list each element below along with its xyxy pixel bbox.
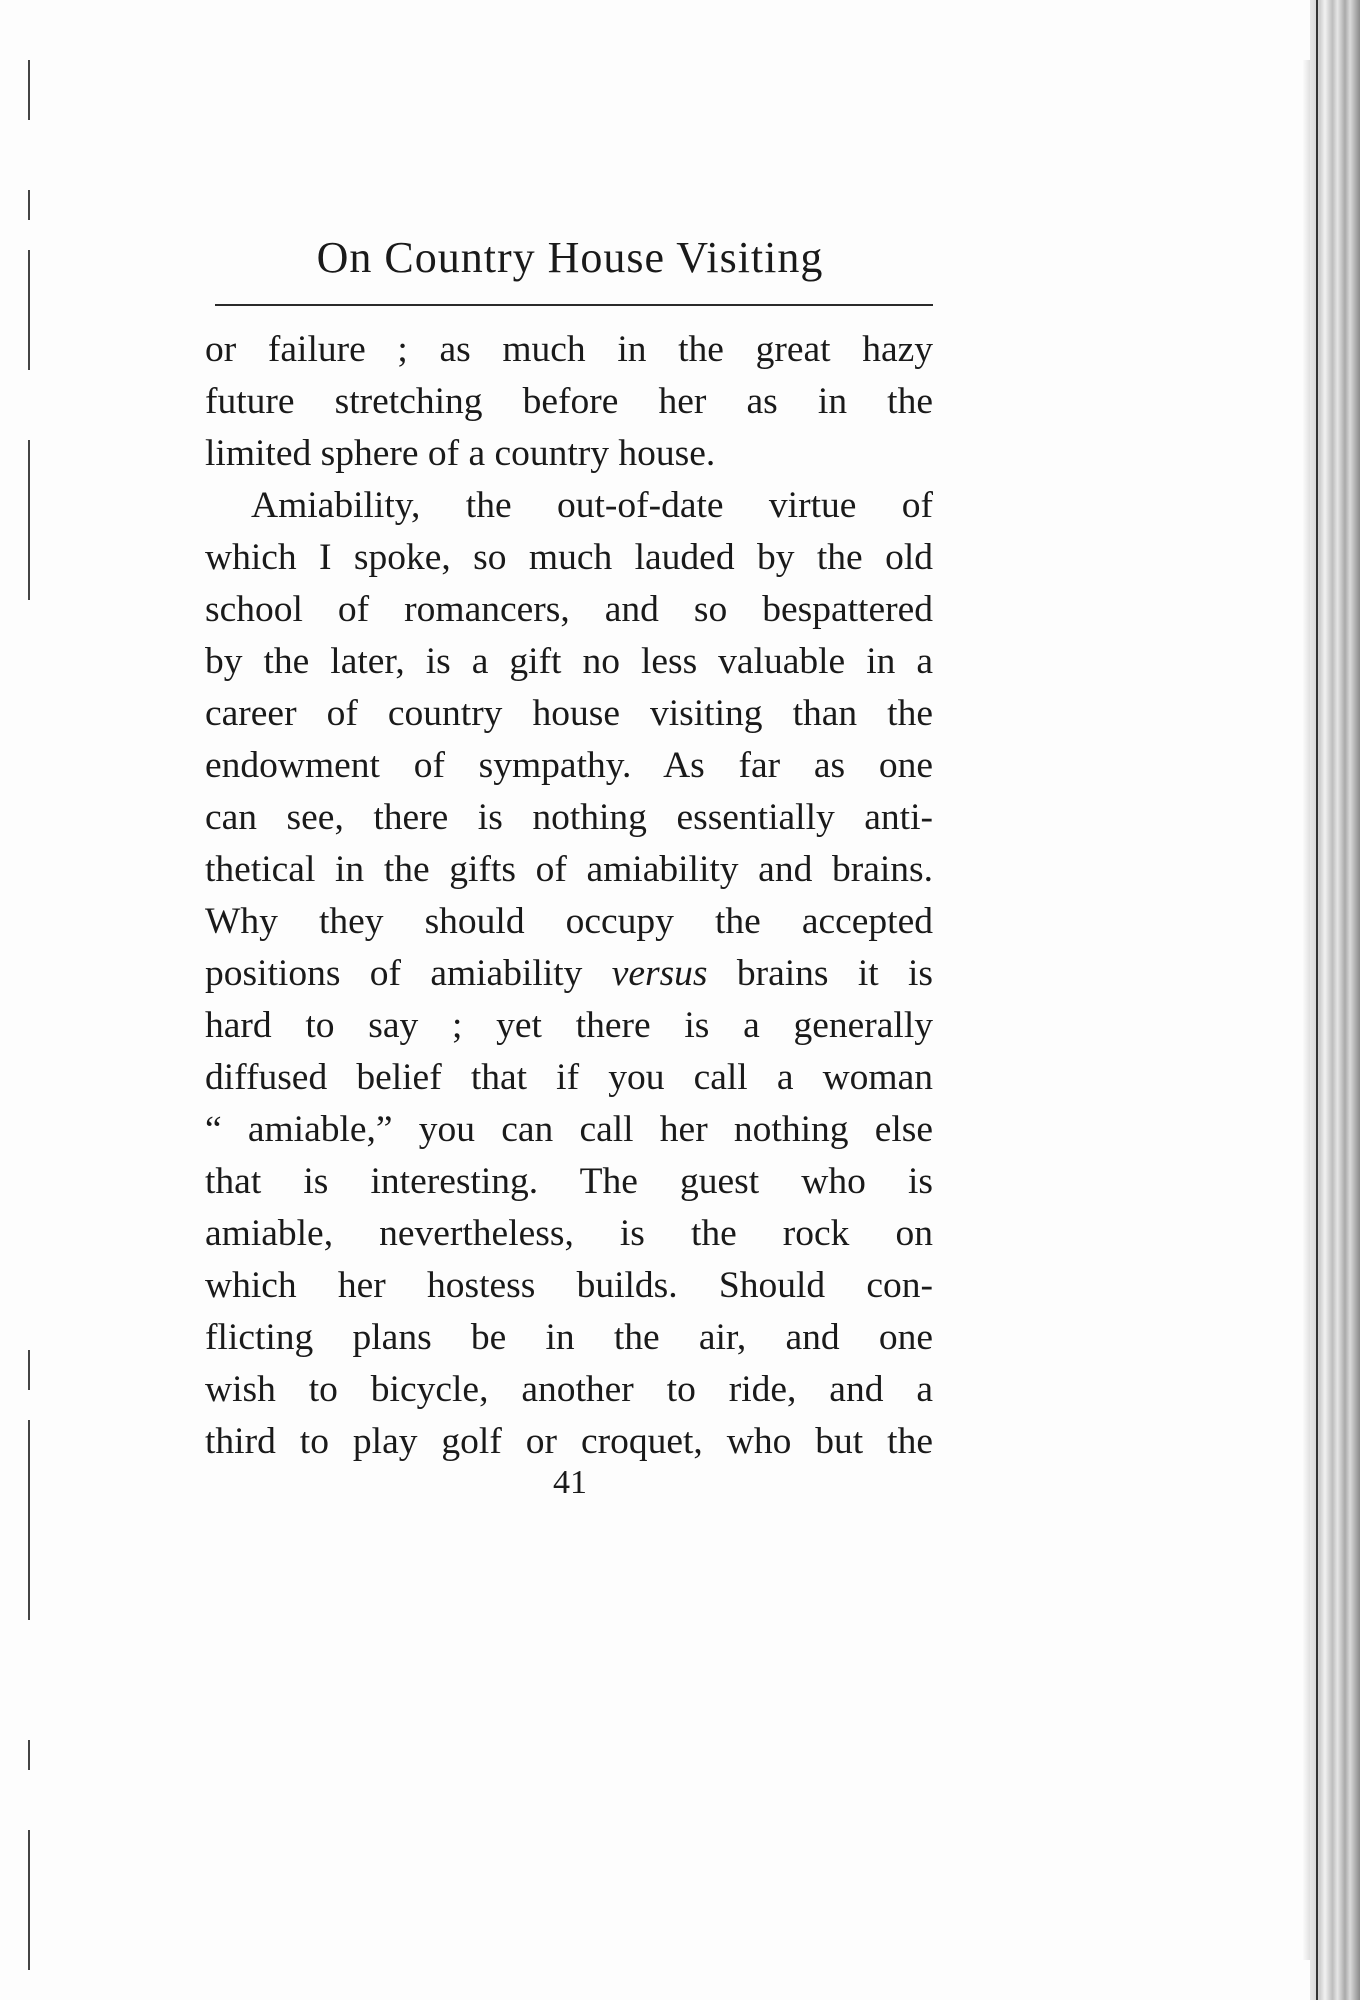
text-line: Why they should occupy the accepted (205, 901, 933, 942)
text-line: “ amiable,” you can call her nothing else (205, 1109, 933, 1150)
text-line (205, 948, 933, 1000)
text-segment: brains it is (707, 953, 933, 994)
text-line: which I spoke, so much lauded by the old (205, 537, 933, 578)
text-line: that is interesting. The guest who is (205, 1161, 933, 1202)
text-line: limited sphere of a country house. (205, 433, 716, 474)
text-line: third to play golf or croquet, who but the (205, 1421, 933, 1462)
header-rule (215, 304, 933, 306)
page-number: 41 (553, 1464, 587, 1501)
text-line: hard to say ; yet there is a generally (205, 1005, 933, 1046)
text-line: or failure ; as much in the great hazy (205, 329, 933, 370)
running-head: On Country House Visiting (316, 233, 824, 282)
text-line: which her hostess builds. Should con- (205, 1265, 933, 1306)
italic-word: versus (611, 953, 708, 994)
text-line: career of country house visiting than the (205, 693, 933, 734)
text-line: can see, there is nothing essentially anti- (205, 797, 933, 838)
text-line: flicting plans be in the air, and one (205, 1317, 933, 1358)
text-line: amiable, nevertheless, is the rock on (205, 1213, 933, 1254)
text-line: diffused belief that if you call a woman (205, 1057, 933, 1098)
text-line: thetical in the gifts of amiability and brains. (205, 849, 933, 890)
text-line: future stretching before her as in the (205, 381, 933, 422)
text-segment: positions of amiability (205, 953, 612, 994)
body-text (205, 324, 933, 1468)
text-line: school of romancers, and so bespattered (205, 589, 933, 630)
text-line: Amiability, the out-of-date virtue of (251, 485, 933, 526)
text-line: wish to bicycle, another to ride, and a (205, 1369, 933, 1410)
text-line: endowment of sympathy. As far as one (205, 745, 933, 786)
left-margin-scan-marks (28, 20, 36, 1980)
book-page-edges (1310, 0, 1360, 2000)
text-line: by the later, is a gift no less valuable in a (205, 641, 933, 682)
